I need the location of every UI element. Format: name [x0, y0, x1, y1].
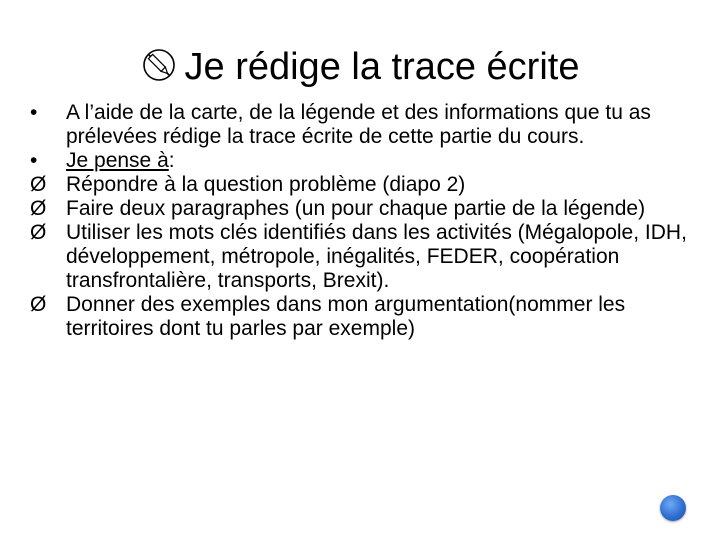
circle-button-icon[interactable]	[660, 495, 686, 521]
arrow-marker: Ø	[30, 221, 47, 244]
bullet-item-je-pense	[30, 149, 690, 173]
je-pense-colon: :	[168, 149, 175, 172]
arrow-item-text: Répondre à la question problème (diapo 2)	[66, 173, 466, 196]
bullet-marker: •	[30, 149, 38, 172]
arrow-marker: Ø	[30, 173, 47, 196]
slide-body	[30, 101, 690, 341]
pencil-icon	[141, 47, 177, 83]
arrow-item	[30, 221, 690, 293]
je-pense-label: Je pense à	[66, 149, 169, 172]
bullet-text: A l’aide de la carte, de la légende et des informations que tu as prélevées rédige la trace écrite de cette partie du cours.	[66, 101, 651, 148]
bullet-item	[30, 101, 690, 149]
arrow-item	[30, 293, 690, 341]
arrow-item-text: Donner des exemples dans mon argumentation(nommer les territoires dont tu parles par exemple)	[66, 293, 626, 340]
arrow-marker: Ø	[30, 293, 47, 316]
arrow-marker: Ø	[30, 197, 47, 220]
slide-title	[0, 44, 720, 90]
arrow-item-text: Utiliser les mots clés identifiés dans les activités (Mégalopole, IDH, développement, métropole, inégalités, FEDER, coopération transfrontalière, transports, Brexit).	[66, 221, 687, 292]
title-text: Je rédige la trace écrite	[184, 46, 580, 88]
arrow-item-text: Faire deux paragraphes (un pour chaque partie de la légende)	[66, 197, 646, 220]
arrow-item	[30, 173, 690, 197]
arrow-item	[30, 197, 690, 221]
bullet-marker: •	[30, 101, 38, 124]
